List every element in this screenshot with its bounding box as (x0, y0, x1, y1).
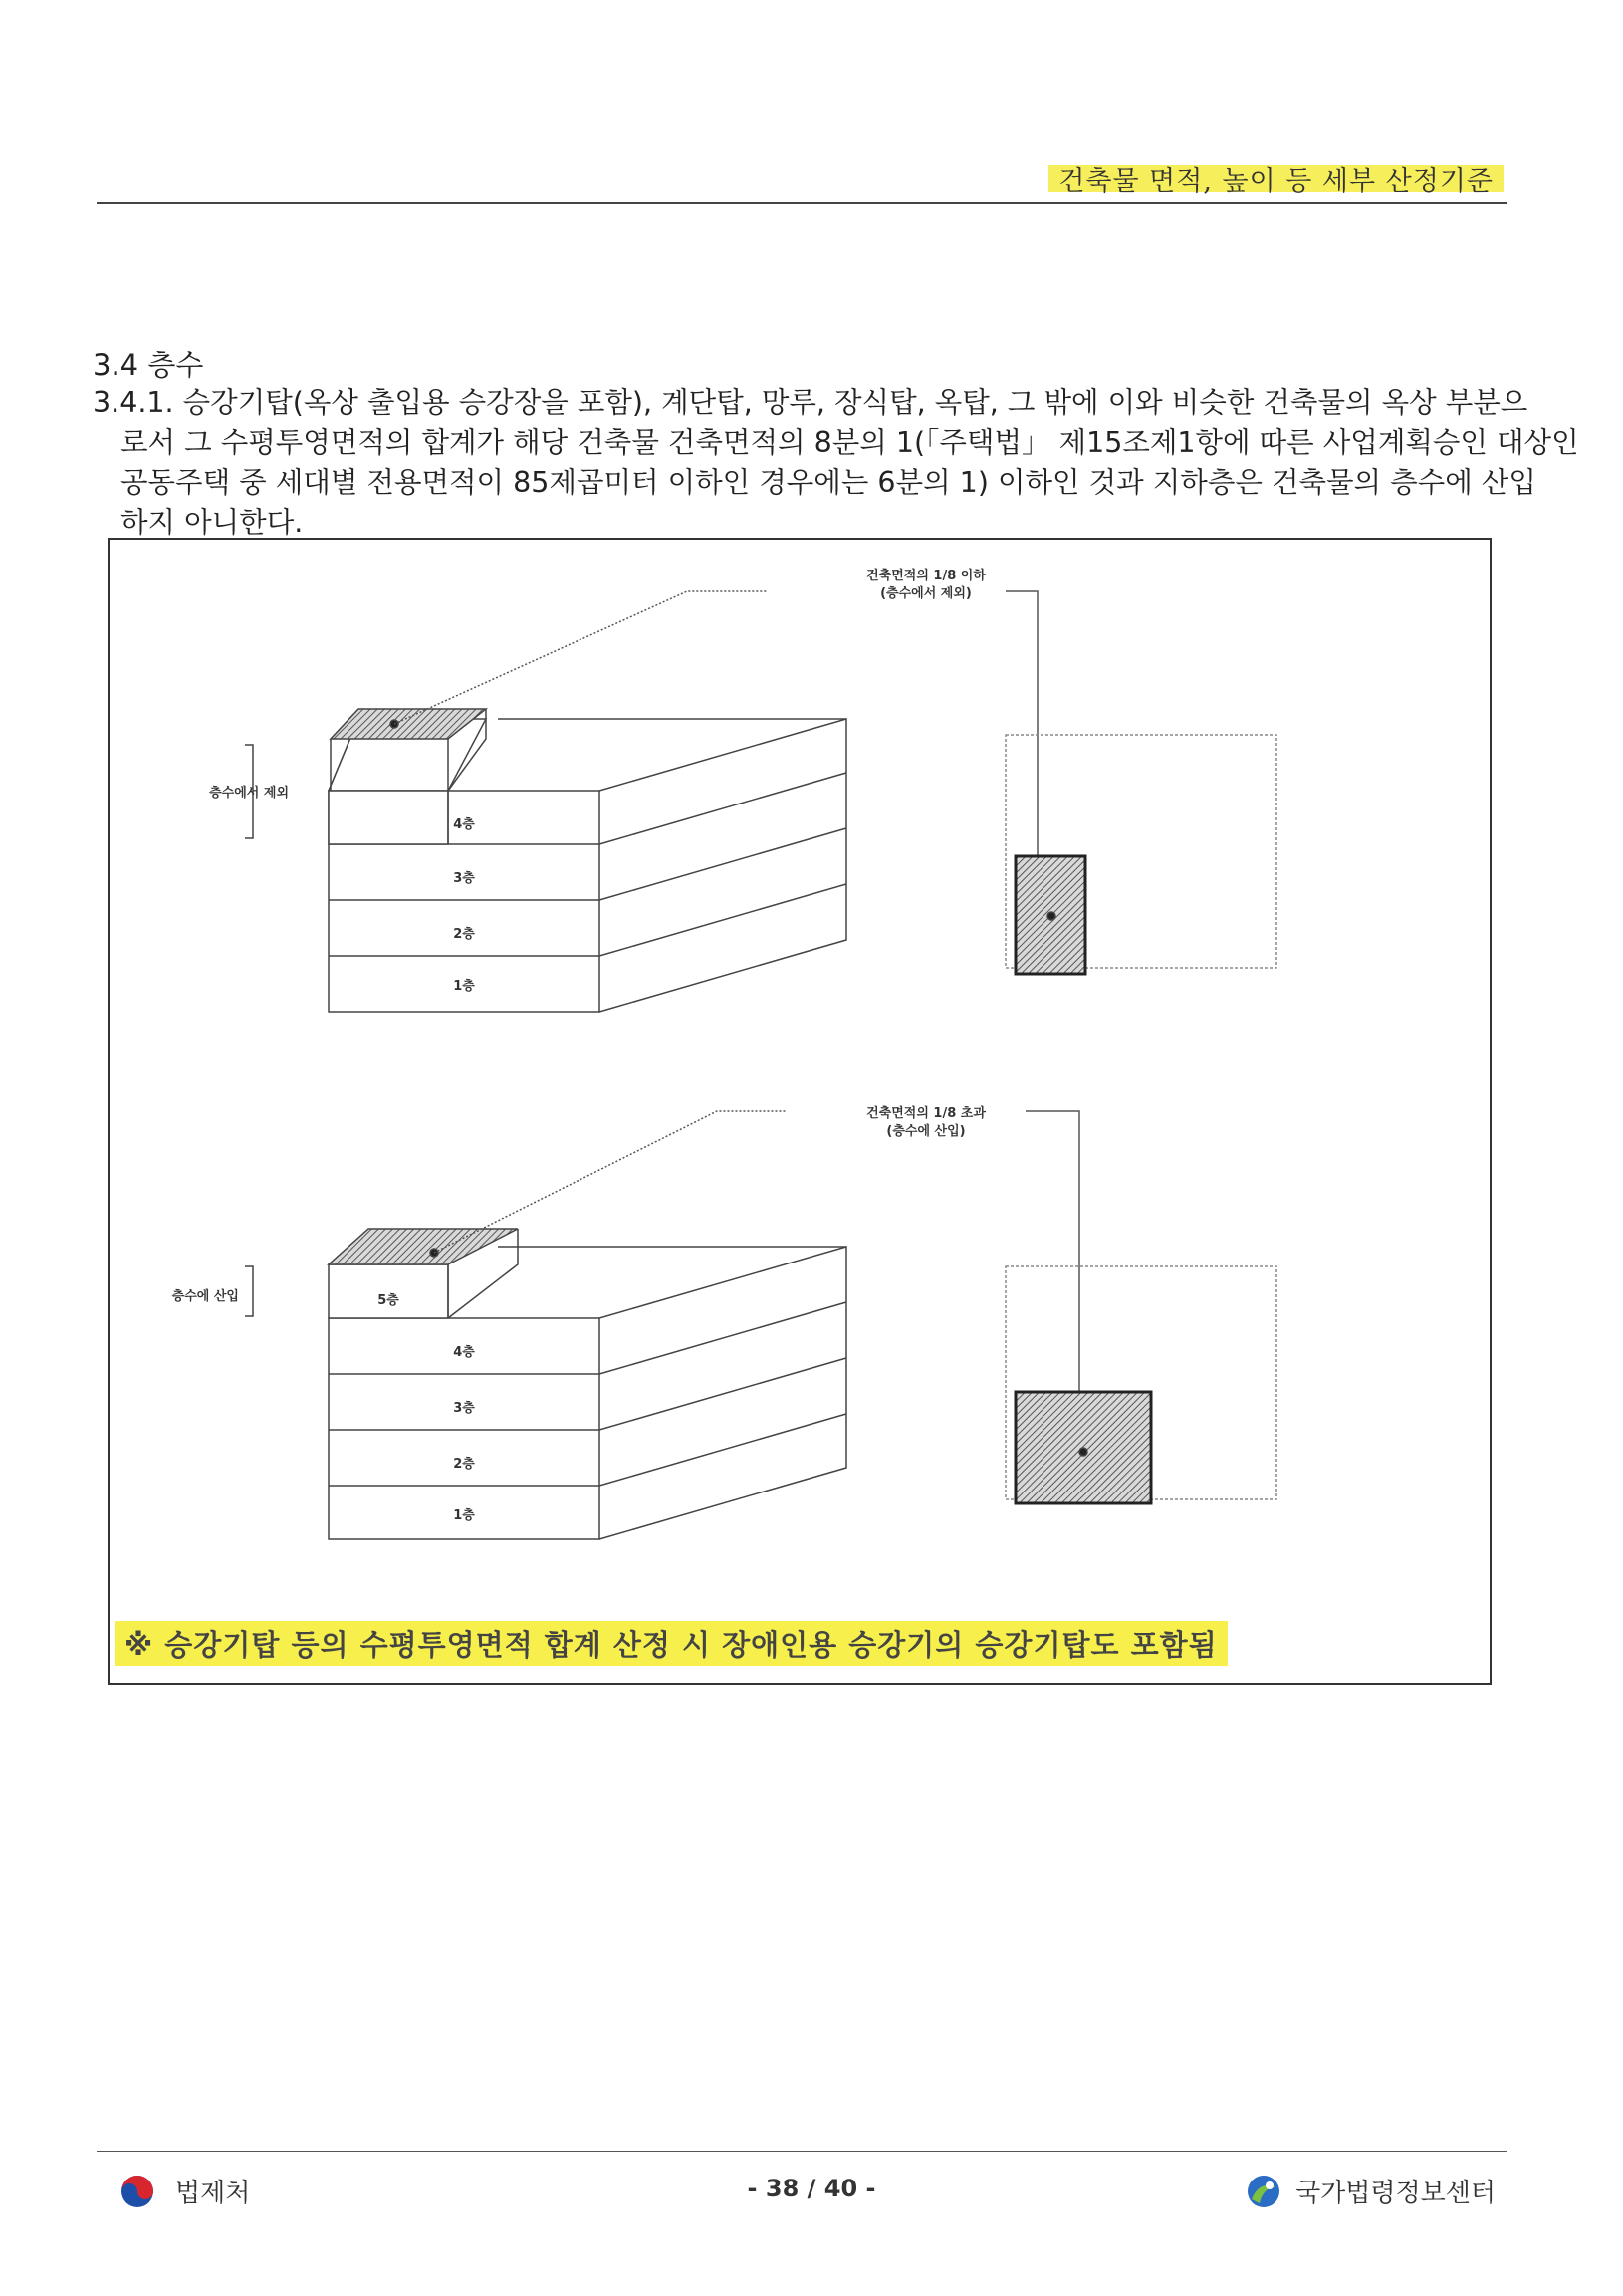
floor-count-diagram (108, 538, 1492, 1685)
paragraph-line: 공동주택 중 세대별 전용면적이 85제곱미터 이하인 경우에는 6분의 1) 이하인 것과 지하층은 건축물의 층수에 산입 (120, 466, 1536, 499)
rooftop-hatch (329, 1229, 518, 1264)
section-heading: 3.4 층수 (93, 348, 204, 382)
page-number: - 38 / 40 - (747, 2175, 876, 2202)
law-center-logo-icon (1244, 2174, 1283, 2209)
bottom-floor-label: 2층 (453, 1457, 475, 1472)
paragraph (93, 383, 1579, 543)
footer-org-name: 법제처 (175, 2179, 251, 2208)
paragraph-line: 하지 아니한다. (120, 506, 304, 539)
footer-center-name: 국가법령정보센터 (1295, 2179, 1496, 2208)
footer-rule (97, 2151, 1507, 2152)
bottom-side-label: 층수에 산입 (171, 1289, 239, 1304)
bottom-floor-label: 4층 (453, 1345, 475, 1360)
diagram-svg (110, 540, 1494, 1687)
paragraph-line: 로서 그 수평투영면적의 합계가 해당 건축물 건축면적의 8분의 1(「주택법」 제15조제1항에 따른 사업계획승인 대상인 (120, 426, 1579, 459)
diagram-note: ※ 승강기탑 등의 수평투영면적 합계 산정 시 장애인용 승강기의 승강기탑도 포함됨 (115, 1621, 1228, 1666)
top-floor-label: 3층 (453, 871, 475, 886)
top-floor-label: 1층 (453, 979, 475, 994)
top-callout-line1: 건축면적의 1/8 이하 (866, 569, 986, 583)
bottom-rooftop-label: 5층 (377, 1293, 399, 1308)
top-callout-line2: (층수에서 제외) (880, 586, 972, 601)
header-rule (97, 202, 1507, 204)
bottom-floor-label: 1층 (453, 1508, 475, 1523)
diagram-bottom (245, 1111, 1276, 1539)
top-floor-label: 4층 (453, 817, 475, 832)
top-floor-label: 2층 (453, 927, 475, 942)
paragraph-line: 3.4.1. 승강기탑(옥상 출입용 승강장을 포함), 계단탑, 망루, 장식탑, 옥탑, 그 밖에 이와 비슷한 건축물의 옥상 부분으 (93, 386, 1528, 419)
bottom-floor-label: 3층 (453, 1401, 475, 1416)
building-side (599, 719, 846, 1012)
bottom-callout-line1: 건축면적의 1/8 초과 (866, 1106, 986, 1121)
bottom-callout-line2: (층수에 산입) (886, 1124, 966, 1139)
top-side-label: 층수에서 제외 (209, 786, 289, 801)
footer-right (1244, 2173, 1496, 2209)
diagram-top (245, 591, 1276, 1012)
header-title: 건축물 면적, 높이 등 세부 산정기준 (1048, 159, 1504, 198)
